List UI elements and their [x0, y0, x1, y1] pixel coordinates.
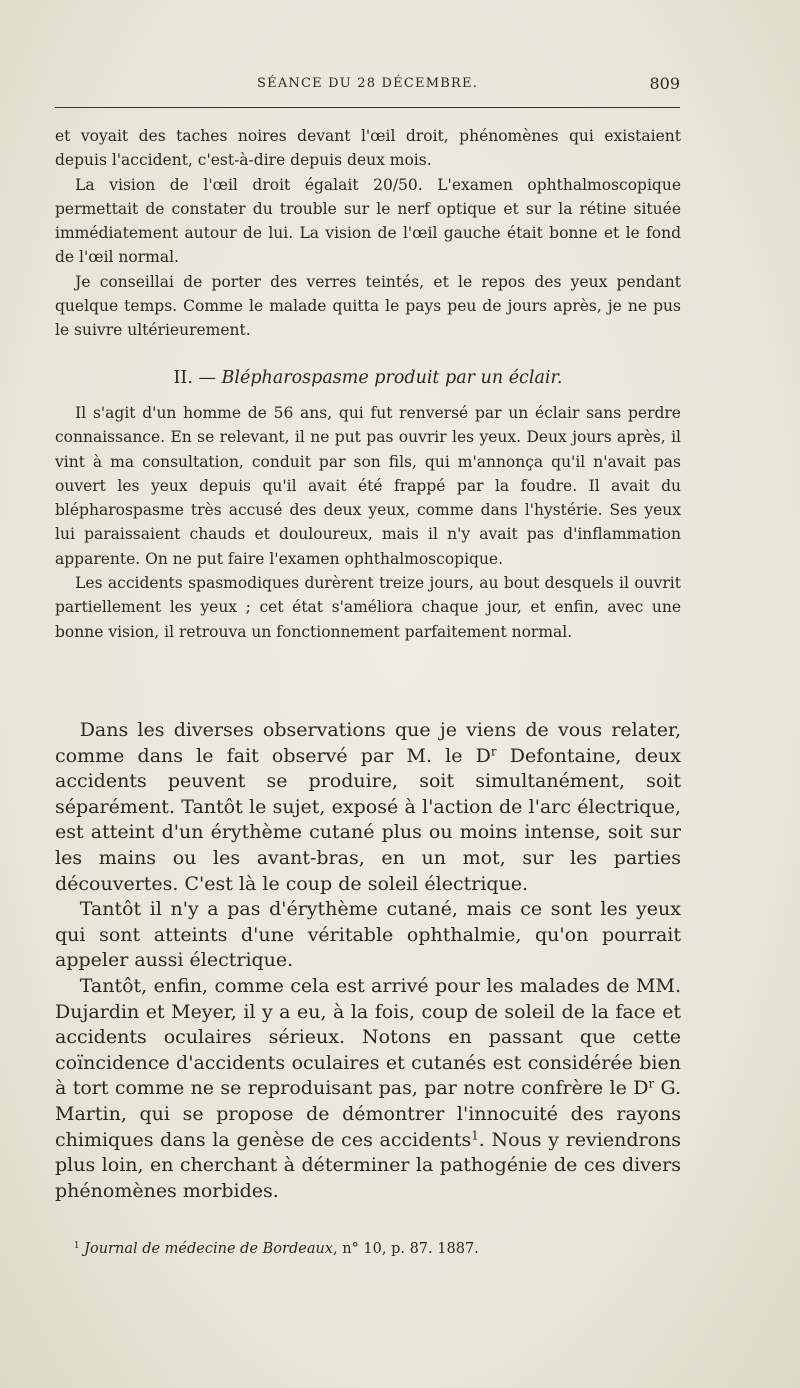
footnote-reference: 1: [471, 1128, 479, 1143]
text-run: Dans les diverses observations que je viens de vous relater, comme dans le fait observé par M. le D: [55, 719, 681, 767]
paragraph: [55, 974, 681, 1204]
section-heading: [55, 366, 681, 390]
footnote-journal: Journal de médecine de Bordeaux: [84, 1241, 333, 1257]
text-run: Defontaine, deux accidents peuvent se produire, soit simultanément, soit séparément. Tantôt le sujet, exposé à l'action de l'arc électrique, est atteint d'un érythème cutané plus ou moins intense, soit sur les mains ou les avant-bras, en un mot, sur les parties découvertes. C'est là le coup de soleil électrique.: [55, 744, 682, 895]
paragraph: Tantôt il n'y a pas d'érythème cutané, mais ce sont les yeux qui sont atteints d'une véritable ophthalmie, qu'on pourrait appeler aussi électrique.: [55, 898, 681, 972]
section-number: II. —: [173, 368, 216, 388]
paragraph: La vision de l'œil droit égalait 20/50. L'examen ophthalmoscopique permettait de constater du trouble sur le nerf optique et sur la rétine située immédiatement autour de lui. La vision de l'œil gauche était bonne et le fond de l'œil normal.: [55, 175, 681, 267]
paragraph: [55, 718, 681, 897]
footnote-marker: 1: [73, 1241, 80, 1252]
text-run: Tantôt, enfin, comme cela est arrivé pour les malades de MM. Dujardin et Meyer, il y a eu, à la fois, coup de soleil de la face et accidents oculaires sérieux. Notons en passant que cette coïncidence d'accidents oculaires et cutanés est considérée bien à tort comme ne se reproduisant pas, par notre confrère le D: [55, 974, 681, 1100]
section-text-block: [55, 401, 681, 644]
paragraph: Les accidents spasmodiques durèrent treize jours, au bout desquels il ouvrit partiellement les yeux ; cet état s'améliora chaque jour, et enfin, avec une bonne vision, il retrouva un fonctionnement parfaitement normal.: [55, 574, 681, 641]
header-rule: [55, 107, 680, 108]
page-header: [55, 76, 680, 100]
paragraph: Il s'agit d'un homme de 56 ans, qui fut renversé par un éclair sans perdre connaissance. En se relevant, il ne put pas ouvrir les yeux. Deux jours après, il vint à ma consultation, conduit par son fils, qui m'annonça qu'il n'avait pas ouvert les yeux depuis qu'il avait été frappé par la foudre. Il avait du blépharospasme très accusé des deux yeux, comme dans l'hystérie. Ses yeux lui paraissaient chauds et douloureux, mais il n'y avait pas d'inflammation apparente. On ne put faire l'examen ophthalmoscopique.: [55, 404, 681, 568]
text-run: G. Martin, qui se propose de démontrer l'innocuité des rayons chimiques dans la genèse de ces accidents: [55, 1077, 681, 1151]
superscript: r: [648, 1076, 655, 1091]
paragraph: et voyait des taches noires devant l'œil droit, phénomènes qui existaient depuis l'accident, c'est-à-dire depuis deux mois.: [55, 127, 681, 170]
text-run: . Nous y reviendrons plus loin, en cherchant à déterminer la pathogénie de ces divers phénomènes morbides.: [55, 1128, 682, 1202]
footnote-details: , n° 10, p. 87. 1887.: [332, 1241, 479, 1257]
superscript: r: [490, 744, 497, 759]
section-title: Blépharospasme produit par un éclair.: [221, 368, 563, 388]
main-text-block: [55, 718, 681, 1204]
page-number: 809: [649, 74, 680, 93]
footnote: [55, 1239, 681, 1259]
top-text-block: [55, 124, 681, 343]
paragraph: Je conseillai de porter des verres teintés, et le repos des yeux pendant quelque temps. Comme le malade quitta le pays peu de jours après, je ne pus le suivre ultérieurement.: [55, 272, 681, 340]
running-head: SÉANCE DU 28 DÉCEMBRE.: [257, 76, 478, 91]
